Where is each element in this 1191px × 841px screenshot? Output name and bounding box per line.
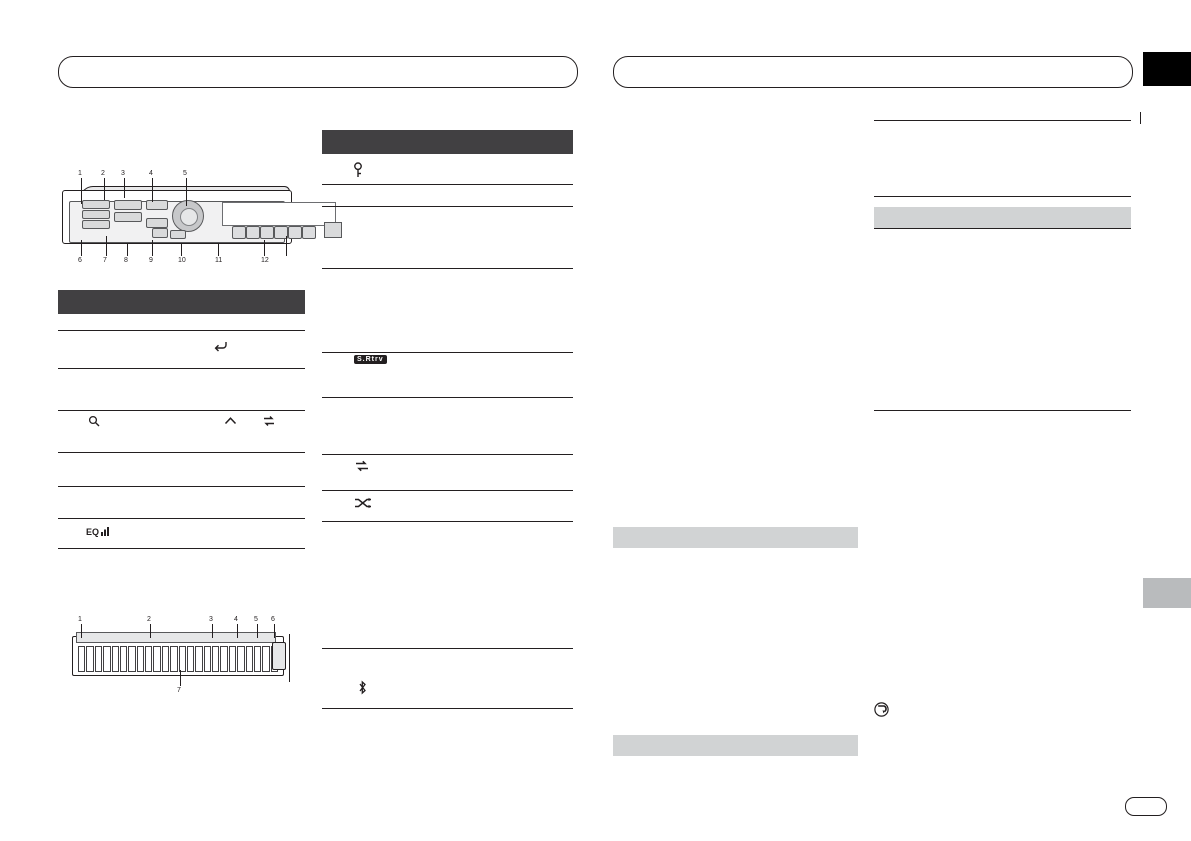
conn-callout-number-7: 7 xyxy=(177,687,181,694)
edge-tab-black xyxy=(1143,52,1191,86)
conn-callout-line-8 xyxy=(180,670,181,686)
middle-section-title-bar xyxy=(322,130,573,154)
left-rule-7 xyxy=(58,548,305,549)
right-rule-2 xyxy=(874,228,1131,229)
right-subhead-bar-1 xyxy=(613,527,858,548)
preset-button-1 xyxy=(232,226,246,239)
head-unit-display xyxy=(222,202,336,226)
right-subhead-bar-2 xyxy=(613,735,858,756)
left-rule-2 xyxy=(58,368,305,369)
callout-line-4 xyxy=(152,178,153,202)
head-unit-button-1 xyxy=(82,200,110,209)
connector-pin xyxy=(170,646,177,672)
callout-number-6: 6 xyxy=(78,257,82,264)
preset-button-2 xyxy=(246,226,260,239)
preset-button-6 xyxy=(302,226,316,239)
callout-number-2: 2 xyxy=(101,170,105,177)
callout-line-7 xyxy=(106,236,107,256)
head-unit-button-5 xyxy=(114,212,142,222)
connector-pin xyxy=(137,646,144,672)
connector-pin xyxy=(237,646,244,672)
key-icon xyxy=(352,162,364,178)
mid-rule-3 xyxy=(322,268,573,269)
callout-line-13 xyxy=(286,236,287,256)
eq-bars-icon xyxy=(86,526,112,537)
svg-text:EQ: EQ xyxy=(86,527,100,537)
connector-pin xyxy=(187,646,194,672)
callout-line-12 xyxy=(264,240,265,256)
conn-callout-number-2: 2 xyxy=(147,616,151,623)
connector-pin xyxy=(145,646,152,672)
mid-rule-5 xyxy=(322,397,573,398)
conn-callout-line-2 xyxy=(150,624,151,638)
callout-number-12: 12 xyxy=(261,257,269,264)
head-unit-preset-row xyxy=(232,226,328,238)
connector-pin xyxy=(153,646,160,672)
magnifier-icon xyxy=(88,415,100,427)
left-rule-4 xyxy=(58,452,305,453)
left-rule-3 xyxy=(58,410,305,411)
callout-number-4: 4 xyxy=(149,170,153,177)
callout-number-9: 9 xyxy=(149,257,153,264)
page-number-badge xyxy=(1125,797,1167,816)
shuffle-icon xyxy=(354,497,372,509)
connector-pin xyxy=(112,646,119,672)
callout-line-11 xyxy=(218,243,219,256)
mid-rule-6 xyxy=(322,454,573,455)
conn-callout-number-3: 3 xyxy=(209,616,213,623)
connector-pin xyxy=(220,646,227,672)
mid-rule-2 xyxy=(322,206,573,207)
conn-callout-line-4 xyxy=(237,624,238,638)
conn-callout-number-6: 6 xyxy=(271,616,275,623)
connector-pin xyxy=(254,646,261,672)
mid-rule-7 xyxy=(322,490,573,491)
left-page-header-bar xyxy=(58,56,578,88)
disc-icon xyxy=(874,702,889,717)
callout-line-2 xyxy=(104,178,105,200)
right-page-header-bar xyxy=(613,56,1133,88)
conn-callout-line-3 xyxy=(212,624,213,638)
head-unit-button-8 xyxy=(152,228,168,238)
callout-line-10 xyxy=(181,243,182,256)
connector-latch-tab xyxy=(272,642,286,670)
figure-head-unit xyxy=(62,186,295,246)
right-top-tick xyxy=(1140,112,1141,124)
right-subhead-bar-3 xyxy=(874,207,1131,228)
left-section-title-bar xyxy=(58,290,305,314)
callout-line-9 xyxy=(152,240,153,256)
connector-pin xyxy=(120,646,127,672)
bluetooth-icon xyxy=(357,680,368,695)
connector-pin xyxy=(95,646,102,672)
callout-number-11: 11 xyxy=(215,257,223,264)
callout-number-8: 8 xyxy=(124,257,128,264)
connector-pin xyxy=(103,646,110,672)
connector-pin xyxy=(86,646,93,672)
mid-rule-1 xyxy=(322,184,573,185)
connector-pin xyxy=(128,646,135,672)
right-top-rule xyxy=(874,120,1131,121)
callout-line-1 xyxy=(81,178,82,204)
head-unit-button-3 xyxy=(82,220,110,229)
connector-pin xyxy=(162,646,169,672)
conn-callout-line-6 xyxy=(274,624,275,638)
head-unit-button-9 xyxy=(170,230,186,239)
right-rule-1 xyxy=(874,196,1131,197)
callout-line-8 xyxy=(127,244,128,256)
callout-number-7: 7 xyxy=(103,257,107,264)
callout-number-10: 10 xyxy=(178,257,186,264)
connector-pin xyxy=(229,646,236,672)
head-unit-button-6 xyxy=(146,200,168,210)
callout-number-3: 3 xyxy=(121,170,125,177)
connector-pin-array xyxy=(78,646,278,672)
head-unit-button-2 xyxy=(82,210,110,219)
connector-pin xyxy=(246,646,253,672)
mid-rule-10 xyxy=(322,708,573,709)
conn-callout-line-1 xyxy=(81,624,82,638)
conn-callout-number-5: 5 xyxy=(254,616,258,623)
head-unit-volume-knob xyxy=(172,200,204,232)
mid-rule-9 xyxy=(322,648,573,649)
return-arrow-icon xyxy=(214,340,228,352)
connector-pin xyxy=(262,646,269,672)
connector-pin xyxy=(78,646,85,672)
mid-rule-4 xyxy=(322,352,573,353)
connector-pin xyxy=(195,646,202,672)
left-rule-6 xyxy=(58,518,305,519)
head-unit-button-7 xyxy=(146,218,168,228)
connector-top-strip xyxy=(76,632,276,643)
edge-tab-grey xyxy=(1143,578,1191,608)
connector-pin xyxy=(179,646,186,672)
right-rule-3 xyxy=(874,410,1131,411)
callout-line-6 xyxy=(81,240,82,256)
head-unit-button-4 xyxy=(114,200,142,210)
left-rule-5 xyxy=(58,486,305,487)
mid-rule-8 xyxy=(322,521,573,522)
preset-button-3 xyxy=(260,226,274,239)
head-unit-eject-button xyxy=(324,222,342,238)
conn-callout-number-4: 4 xyxy=(234,616,238,623)
callout-line-5 xyxy=(186,178,187,206)
left-rule-1 xyxy=(58,330,305,331)
repeat-icon-mid xyxy=(354,460,370,472)
connector-pin xyxy=(204,646,211,672)
callout-number-1: 1 xyxy=(78,170,82,177)
s-retrv-badge: S.Rtrv xyxy=(354,355,387,364)
callout-line-3 xyxy=(124,178,125,198)
conn-callout-line-5 xyxy=(257,624,258,638)
connector-pin xyxy=(212,646,219,672)
chevron-up-icon xyxy=(224,416,237,426)
conn-callout-number-1: 1 xyxy=(78,616,82,623)
repeat-icon xyxy=(262,415,276,427)
callout-number-5: 5 xyxy=(183,170,187,177)
conn-callout-line-7 xyxy=(289,634,290,682)
preset-button-5 xyxy=(288,226,302,239)
